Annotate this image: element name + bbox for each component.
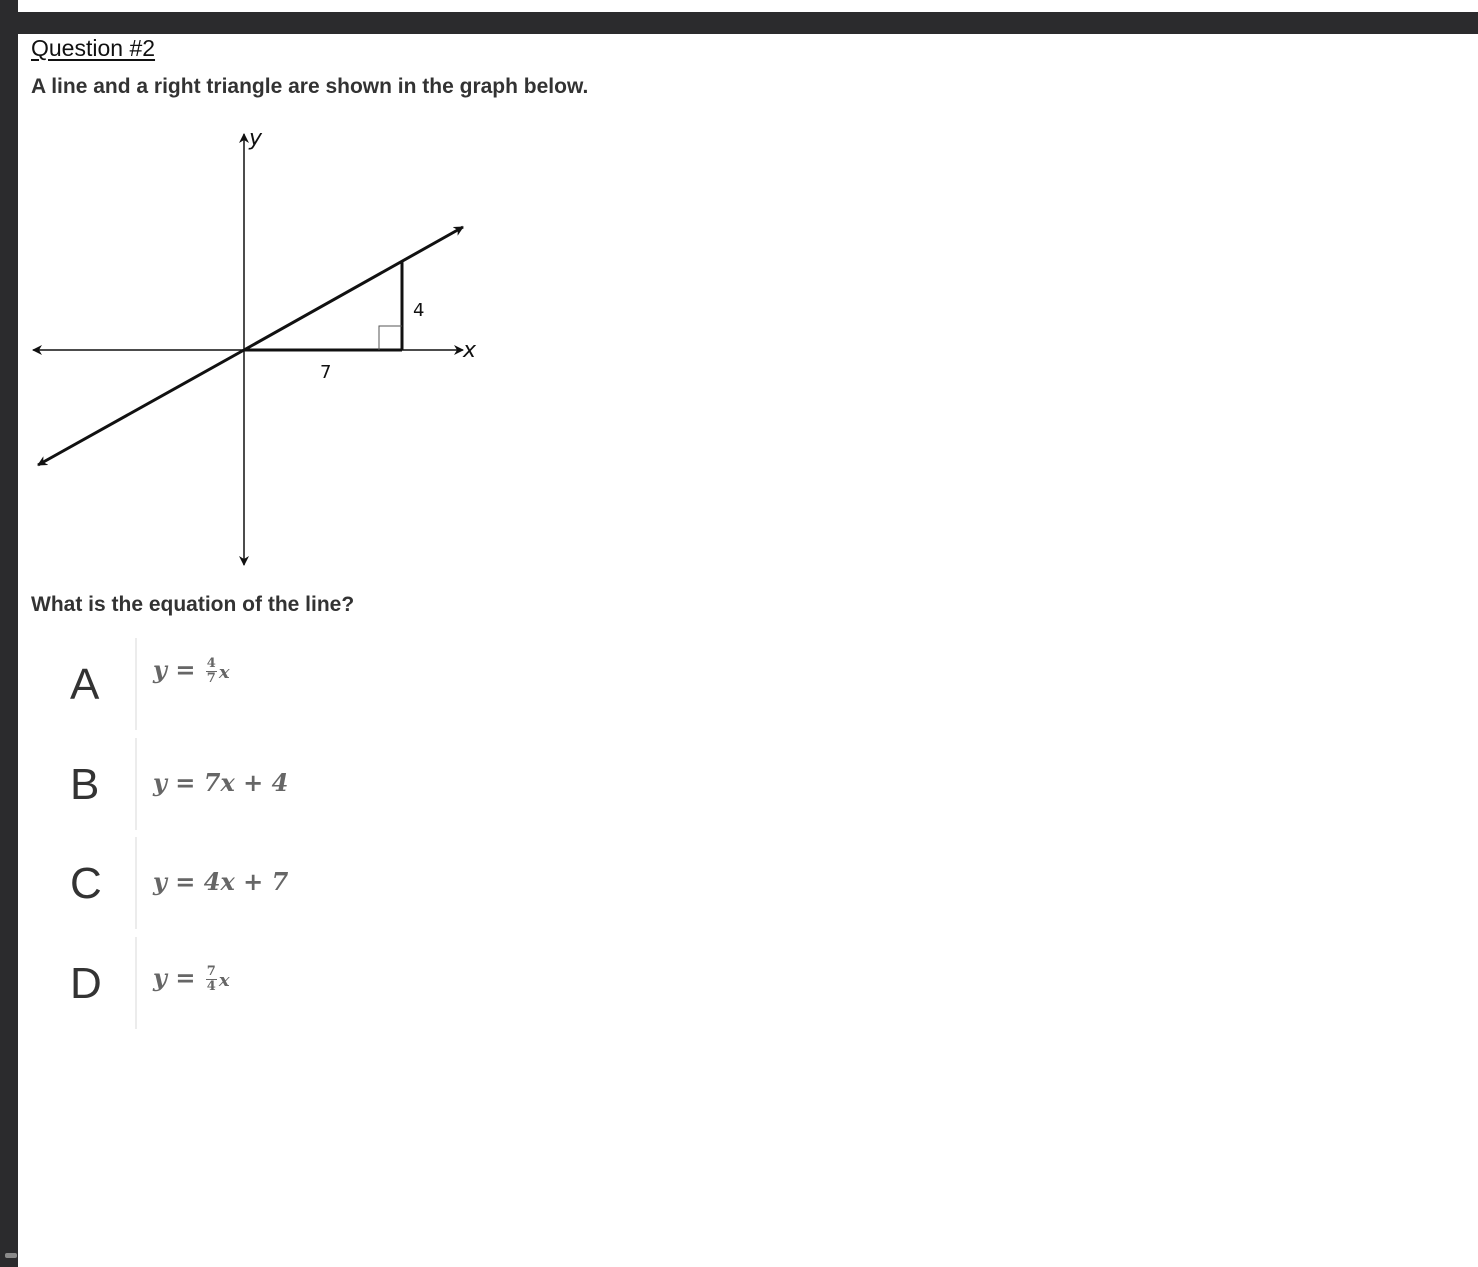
scroll-handle[interactable] [5, 1253, 17, 1258]
equation-lhs: y [153, 963, 167, 992]
equation-variable: x [218, 970, 230, 991]
y-axis-label: y [249, 126, 263, 151]
divider [135, 738, 137, 830]
fraction-denominator: 4 [206, 979, 216, 994]
choice-letter: C [70, 859, 102, 908]
answer-choice-a[interactable] [60, 638, 460, 730]
equation-variable: x [218, 662, 230, 683]
choice-letter: A [70, 660, 100, 709]
choice-letter: D [70, 959, 102, 1008]
fraction-numerator: 4 [206, 656, 216, 671]
fraction-denominator: 7 [206, 671, 216, 686]
divider [135, 638, 137, 730]
top-frame-bar [18, 12, 1478, 34]
graphed-line [244, 227, 463, 350]
answer-choice-c[interactable] [60, 837, 460, 929]
right-angle-marker [379, 326, 402, 350]
choice-equation [153, 655, 230, 686]
choice-equation [153, 963, 230, 994]
divider [135, 837, 137, 929]
answer-choice-b[interactable] [60, 738, 460, 830]
equation-equals: = [175, 963, 196, 992]
coordinate-graph [25, 120, 495, 575]
fraction [206, 657, 217, 686]
choice-equation: y = 4x + 7 [153, 867, 289, 896]
divider [135, 937, 137, 1029]
question-title: Question #2 [31, 35, 156, 61]
question-prompt: What is the equation of the line? [31, 593, 355, 616]
equation-equals: = [175, 655, 196, 684]
question-intro: A line and a right triangle are shown in the graph below. [31, 75, 589, 98]
equation-lhs: y [153, 655, 167, 684]
fraction-numerator: 7 [206, 964, 216, 979]
left-frame-bar [0, 0, 18, 1267]
graphed-line-lower [38, 350, 244, 465]
vertical-leg-label: 4 [413, 300, 425, 321]
choice-equation: y = 7x + 4 [153, 768, 289, 797]
fraction [206, 965, 217, 994]
answer-choice-d[interactable] [60, 937, 460, 1029]
x-axis-label: x [463, 338, 477, 363]
choice-letter: B [70, 760, 100, 809]
horizontal-leg-label: 7 [320, 362, 332, 383]
